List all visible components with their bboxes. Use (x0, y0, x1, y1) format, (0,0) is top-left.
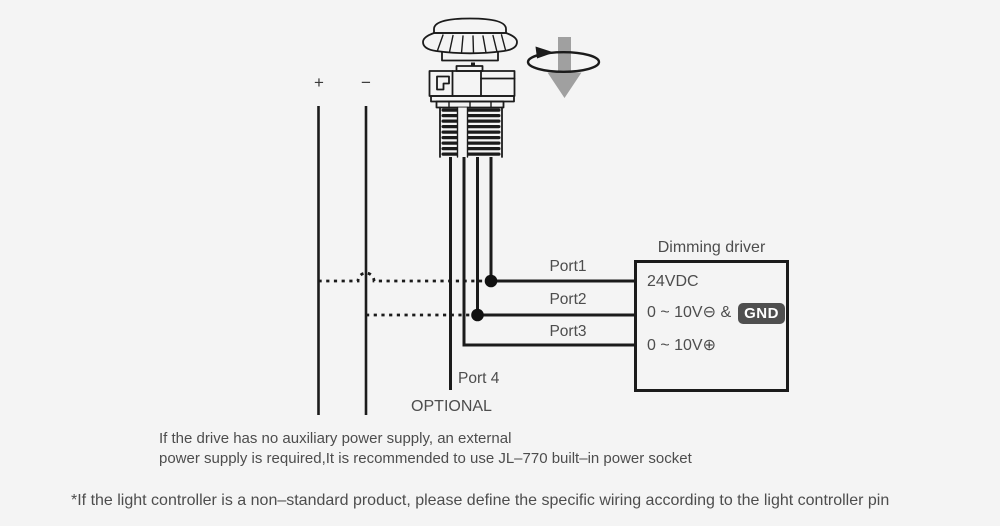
knob-shaft-tick (471, 63, 475, 66)
aux-power-note-line1: If the drive has no auxiliary power supply, an external (159, 430, 512, 447)
driver-row-24vdc: 24VDC (647, 273, 699, 290)
knob-body-hook (437, 77, 449, 90)
port1-label: Port1 (549, 258, 587, 275)
dotted-connections (319, 273, 485, 315)
gnd-badge: GND (738, 303, 785, 324)
knob-skirt-ribs (438, 35, 506, 53)
port3-label: Port3 (549, 323, 587, 340)
plus-rail-label: + (314, 73, 324, 92)
footer-note: *If the light controller is a non–standard product, please define the specific wiring according to the light controller pin (71, 492, 890, 509)
plus-to-port1-dotted (319, 273, 485, 281)
thread-channel (458, 108, 468, 158)
knob-cap-dome (434, 19, 506, 34)
driver-row-0-10v-plus: 0 ~ 10V⊕ (647, 337, 717, 354)
port4-label: Port 4 (458, 370, 500, 387)
port2-junction-dot (471, 309, 484, 322)
port2-label: Port2 (549, 291, 587, 308)
dimmer-knob-illustration (423, 19, 517, 158)
knob-body (430, 71, 515, 96)
port1-junction-dot (485, 275, 498, 288)
power-rails (319, 106, 367, 415)
minus-rail-label: − (361, 73, 371, 92)
optional-label: OPTIONAL (411, 398, 492, 415)
rotation-arrowhead (536, 47, 555, 59)
dimming-driver-title: Dimming driver (657, 239, 766, 256)
thread-bars (442, 109, 501, 156)
rotation-icon (528, 37, 599, 98)
driver-row2-text: 0 ~ 10V⊖ & (647, 304, 732, 322)
rotation-down-arrow (548, 37, 582, 98)
aux-power-note-line2: power supply is required,It is recommended to use JL–770 built–in power socket (159, 450, 692, 467)
driver-row-0-10v-minus (647, 303, 785, 324)
